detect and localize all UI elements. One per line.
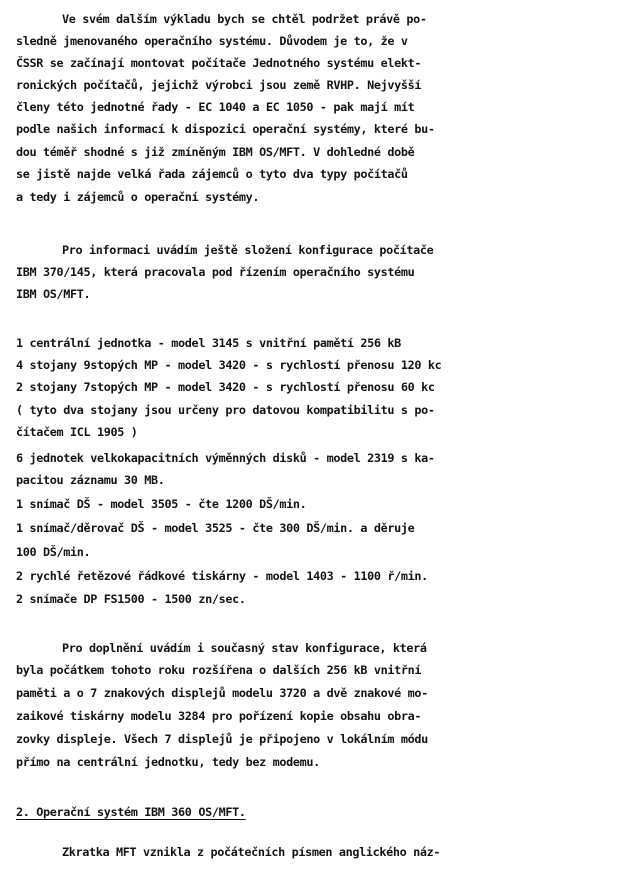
- paragraph-1-line: Ve svém dalším výkladu bych se chtěl podržet právě po-: [62, 12, 427, 26]
- paragraph-2-line: Pro informaci uvádím ještě složení konfigurace počítače: [62, 243, 434, 257]
- paragraph-2-line: IBM OS/MFT.: [16, 287, 91, 301]
- paragraph-1-line: sledně jmenovaného operačního systému. Důvodem je to, že v: [16, 34, 408, 48]
- paragraph-1-line: ČSSR se začínají montovat počítače Jednotného systému elekt-: [16, 56, 422, 70]
- paragraph-1-line: podle našich informací k dispozici operační systémy, které bu-: [16, 122, 435, 136]
- paragraph-4-line: Zkratka MFT vznikla z počátečních písmen anglického náz-: [62, 845, 441, 859]
- configuration-item: 2 snímače DP FS1500 - 1500 zn/sec.: [16, 592, 246, 606]
- configuration-item: 1 snímač DŠ - model 3505 - čte 1200 DŠ/min.: [16, 497, 307, 511]
- paragraph-1-line: členy této jednotné řady - EC 1040 a EC 1050 - pak mají mít: [16, 100, 415, 114]
- paragraph-2-line: IBM 370/145, která pracovala pod řízením operačního systému: [16, 265, 415, 279]
- configuration-item: 2 stojany 7stopých MP - model 3420 - s rychlostí přenosu 60 kc: [16, 380, 435, 394]
- paragraph-3-line: paměti a o 7 znakových displejů modelu 3720 a dvě znakové mo-: [16, 686, 428, 700]
- paragraph-1-line: ronických počítačů, jejichž výrobci jsou země RVHP. Nejvyšší: [16, 78, 422, 92]
- configuration-item: pacitou záznamu 30 MB.: [16, 473, 165, 487]
- section-heading: 2. Operační systém IBM 360 OS/MFT.: [16, 805, 246, 819]
- paragraph-3-line: Pro doplnění uvádím i současný stav konfigurace, která: [62, 641, 427, 655]
- configuration-item: čítačem ICL 1905 ): [16, 425, 138, 439]
- paragraph-1-line: a tedy i zájemců o operační systémy.: [16, 190, 260, 204]
- paragraph-3-line: zovky displeje. Všech 7 displejů je připojeno v lokálním módu: [16, 732, 428, 746]
- paragraph-3-line: přímo na centrální jednotku, tedy bez modemu.: [16, 755, 320, 769]
- paragraph-3-line: byla počátkem tohoto roku rozšířena o dalších 256 kB vnitřní: [16, 663, 422, 677]
- paragraph-1-line: dou téměř shodné s již zmíněným IBM OS/MFT. V dohledné době: [16, 145, 415, 159]
- configuration-item: 4 stojany 9stopých MP - model 3420 - s rychlostí přenosu 120 kc: [16, 358, 442, 372]
- paragraph-1-line: se jistě najde velká řada zájemců o tyto dva typy počítačů: [16, 167, 408, 181]
- configuration-item: 6 jednotek velkokapacitních výměnných disků - model 2319 s ka-: [16, 451, 435, 465]
- configuration-item: ( tyto dva stojany jsou určeny pro datovou kompatibilitu s po-: [16, 403, 435, 417]
- configuration-item: 1 centrální jednotka - model 3145 s vnitřní pamětí 256 kB: [16, 336, 401, 350]
- paragraph-3-line: zaikové tiskárny modelu 3284 pro pořízení kopie obsahu obra-: [16, 709, 422, 723]
- configuration-item: 1 snímač/děrovač DŠ - model 3525 - čte 300 DŠ/min. a děruje: [16, 521, 415, 535]
- configuration-item: 2 rychlé řetězové řádkové tiskárny - model 1403 - 1100 ř/min.: [16, 569, 428, 583]
- configuration-item: 100 DŠ/min.: [16, 545, 91, 559]
